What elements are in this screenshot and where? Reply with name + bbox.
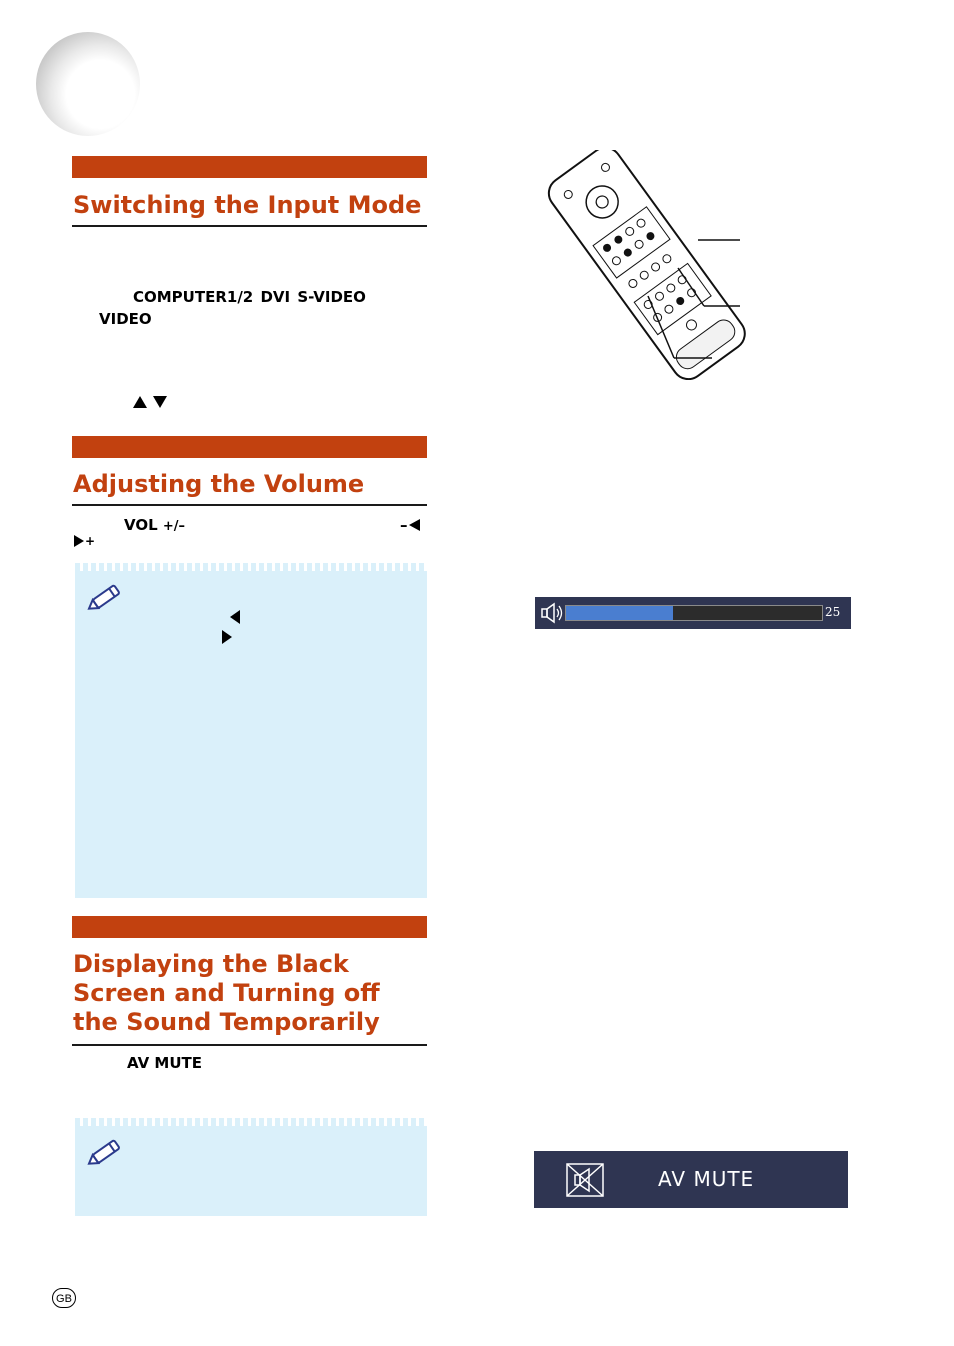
input-buttons-line1: COMPUTER1/2 DVI S-VIDEO <box>133 288 366 306</box>
note-box-volume <box>75 571 427 898</box>
vol-suffix: +/– <box>162 519 186 534</box>
volume-value: 25 <box>825 605 841 619</box>
section-rule-av-mute <box>72 1044 427 1046</box>
section-rule-volume <box>72 504 427 506</box>
volume-osd-bar <box>535 597 851 629</box>
speaker-icon <box>540 602 564 624</box>
section-bar-input-mode <box>72 156 427 178</box>
minus-sign: – <box>400 516 408 534</box>
title-line1: Displaying the Black <box>73 950 349 978</box>
triangle-left-icon <box>228 609 242 625</box>
triangle-up-icon <box>133 396 147 408</box>
section-title-av-mute <box>73 950 433 1037</box>
pencil-icon <box>87 1136 127 1166</box>
plus-sign: + <box>85 534 96 548</box>
volume-track <box>565 605 823 621</box>
note-box-edge-2 <box>75 1118 427 1126</box>
note-box-av-mute <box>75 1126 427 1216</box>
corner-decoration <box>36 32 140 136</box>
vol-text: VOL <box>124 516 158 534</box>
note-box-edge <box>75 563 427 571</box>
triangle-left-icon <box>408 518 421 532</box>
title-line3: the Sound Temporarily <box>73 1008 380 1036</box>
triangle-right-icon <box>220 629 234 645</box>
vol-minus-key <box>400 516 421 534</box>
section-bar-volume <box>72 436 427 458</box>
volume-fill <box>566 606 673 620</box>
triangle-right-icon <box>73 534 85 548</box>
section-title-input-mode: Switching the Input Mode <box>73 191 422 219</box>
triangle-down-icon <box>153 396 167 408</box>
vol-plus-key <box>73 534 95 548</box>
av-mute-button-label: AV MUTE <box>127 1054 203 1072</box>
up-down-arrows <box>132 395 172 409</box>
region-badge: GB <box>52 1288 76 1308</box>
title-line2: Screen and Turning off <box>73 979 380 1007</box>
section-bar-av-mute <box>72 916 427 938</box>
av-mute-osd-bar <box>534 1151 848 1208</box>
remote-control-illustration <box>528 150 758 380</box>
section-rule-input-mode <box>72 225 427 227</box>
muted-speaker-icon <box>564 1161 606 1199</box>
input-buttons-line2: VIDEO <box>99 310 152 328</box>
pencil-icon <box>87 581 127 611</box>
av-mute-label: AV MUTE <box>658 1167 755 1191</box>
section-title-volume: Adjusting the Volume <box>73 470 365 498</box>
vol-button-label <box>124 516 185 534</box>
